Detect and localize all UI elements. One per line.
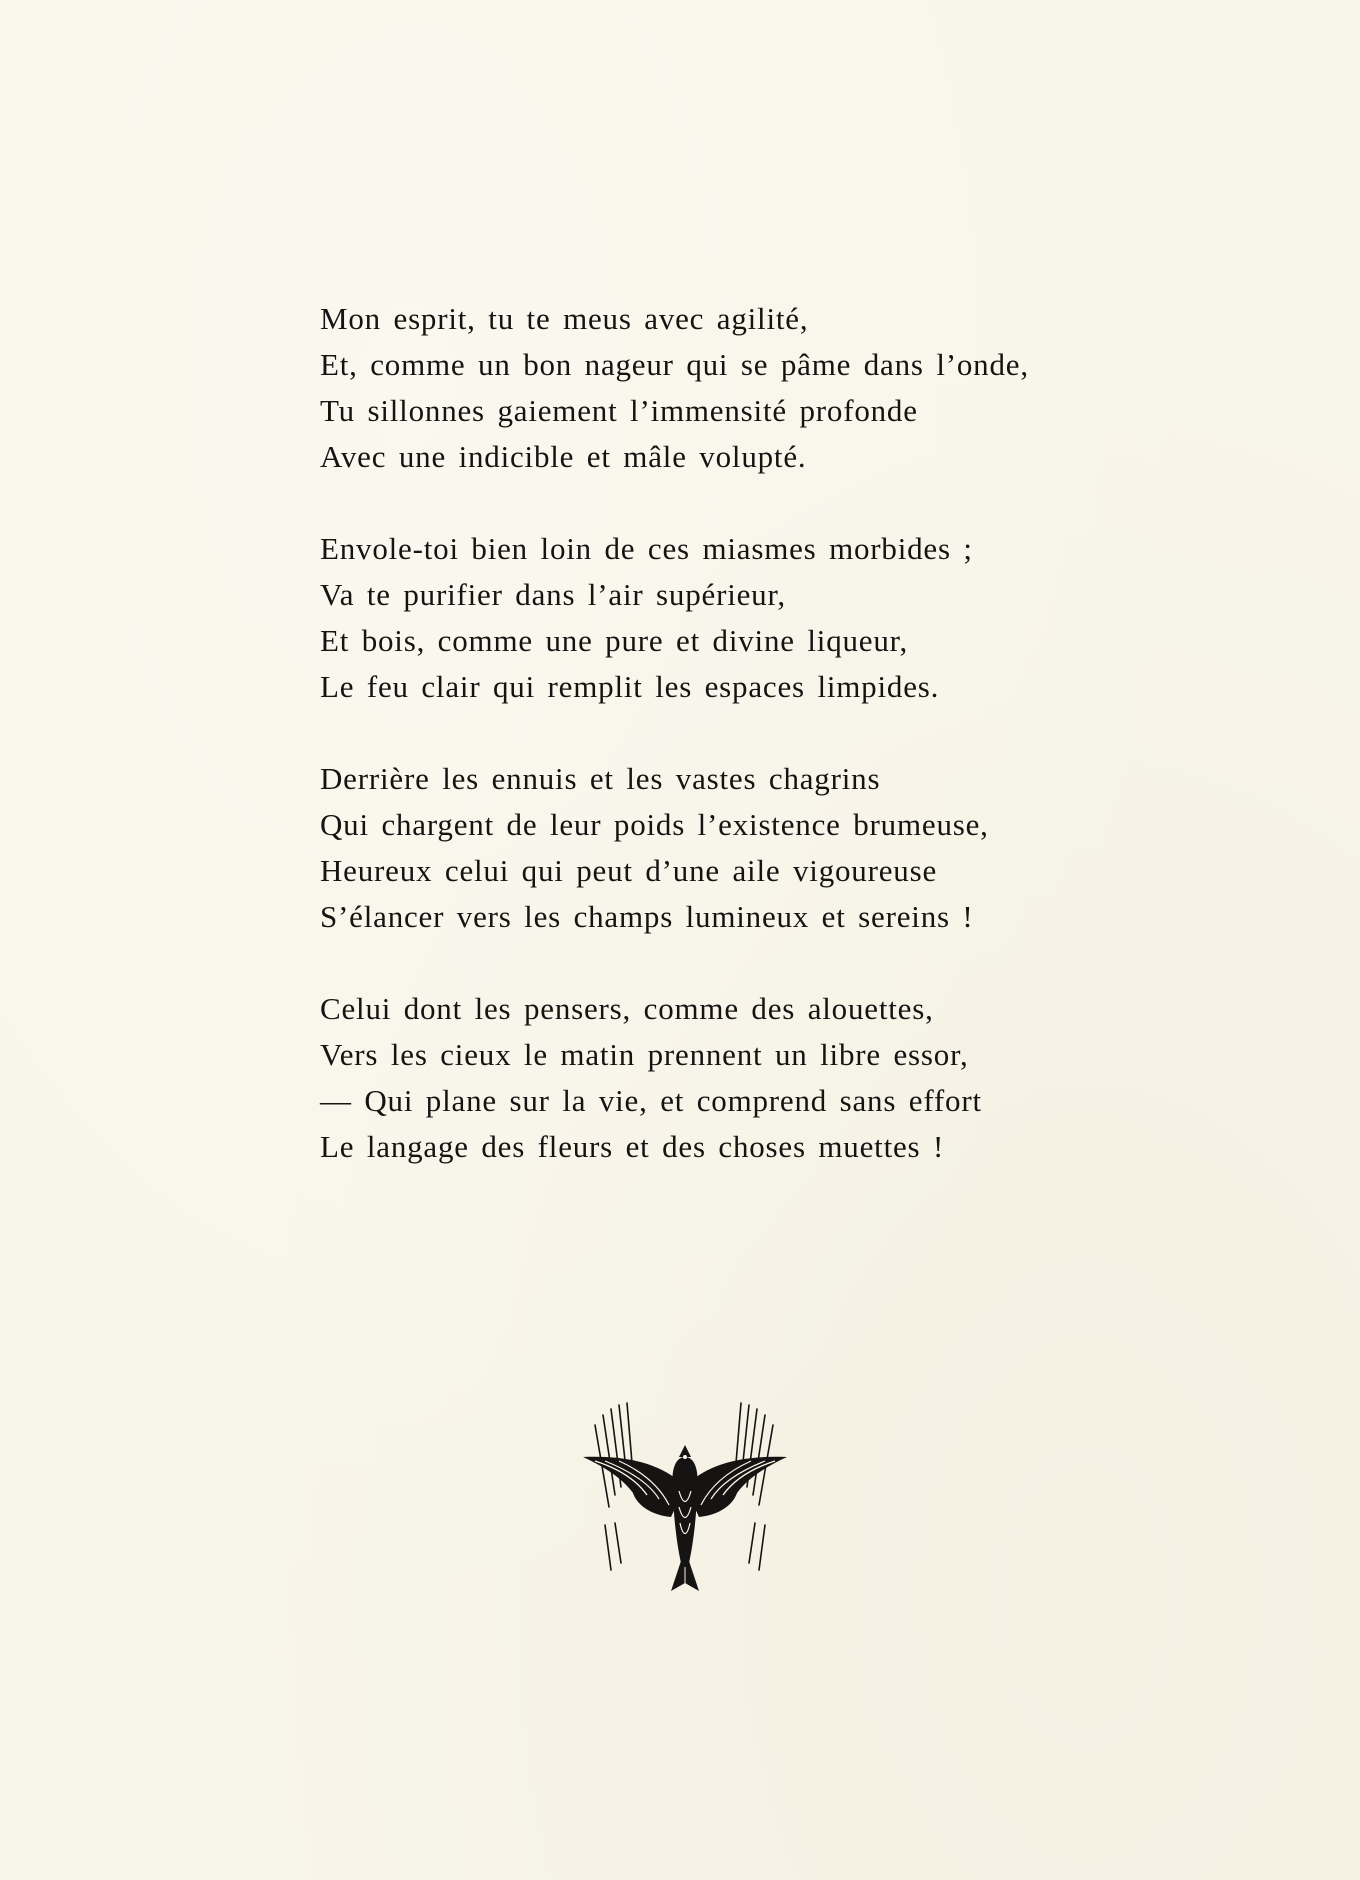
poem-line: Et bois, comme une pure et divine liqueur, [320,623,909,658]
poem-line: Va te purifier dans l’air supérieur, [320,577,786,612]
poem-line: Qui chargent de leur poids l’existence brumeuse, [320,807,989,842]
poem [320,296,1180,1216]
poem-line: Le langage des fleurs et des choses muettes ! [320,1129,945,1164]
poem-line: — Qui plane sur la vie, et comprend sans effort [320,1083,982,1118]
stanza-2 [320,526,1180,710]
poem-line: Vers les cieux le matin prennent un libre essor, [320,1037,969,1072]
poem-line: Avec une indicible et mâle volupté. [320,439,807,474]
poem-line: Derrière les ennuis et les vastes chagrins [320,761,881,796]
poem-line: Tu sillonnes gaiement l’immensité profonde [320,393,918,428]
poem-line: Celui dont les pensers, comme des alouettes, [320,991,934,1026]
bird-in-flight-icon [575,1395,795,1625]
stanza-3 [320,756,1180,940]
poem-line: Heureux celui qui peut d’une aile vigoureuse [320,853,938,888]
poem-line: S’élancer vers les champs lumineux et sereins ! [320,899,974,934]
poem-line: Le feu clair qui remplit les espaces limpides. [320,669,940,704]
poem-line: Mon esprit, tu te meus avec agilité, [320,301,809,336]
poem-line: Envole-toi bien loin de ces miasmes morbides ; [320,531,973,566]
stanza-1 [320,296,1180,480]
stanza-4 [320,986,1180,1170]
poem-line: Et, comme un bon nageur qui se pâme dans l’onde, [320,347,1029,382]
bird-ornament-drawing [575,1395,795,1625]
